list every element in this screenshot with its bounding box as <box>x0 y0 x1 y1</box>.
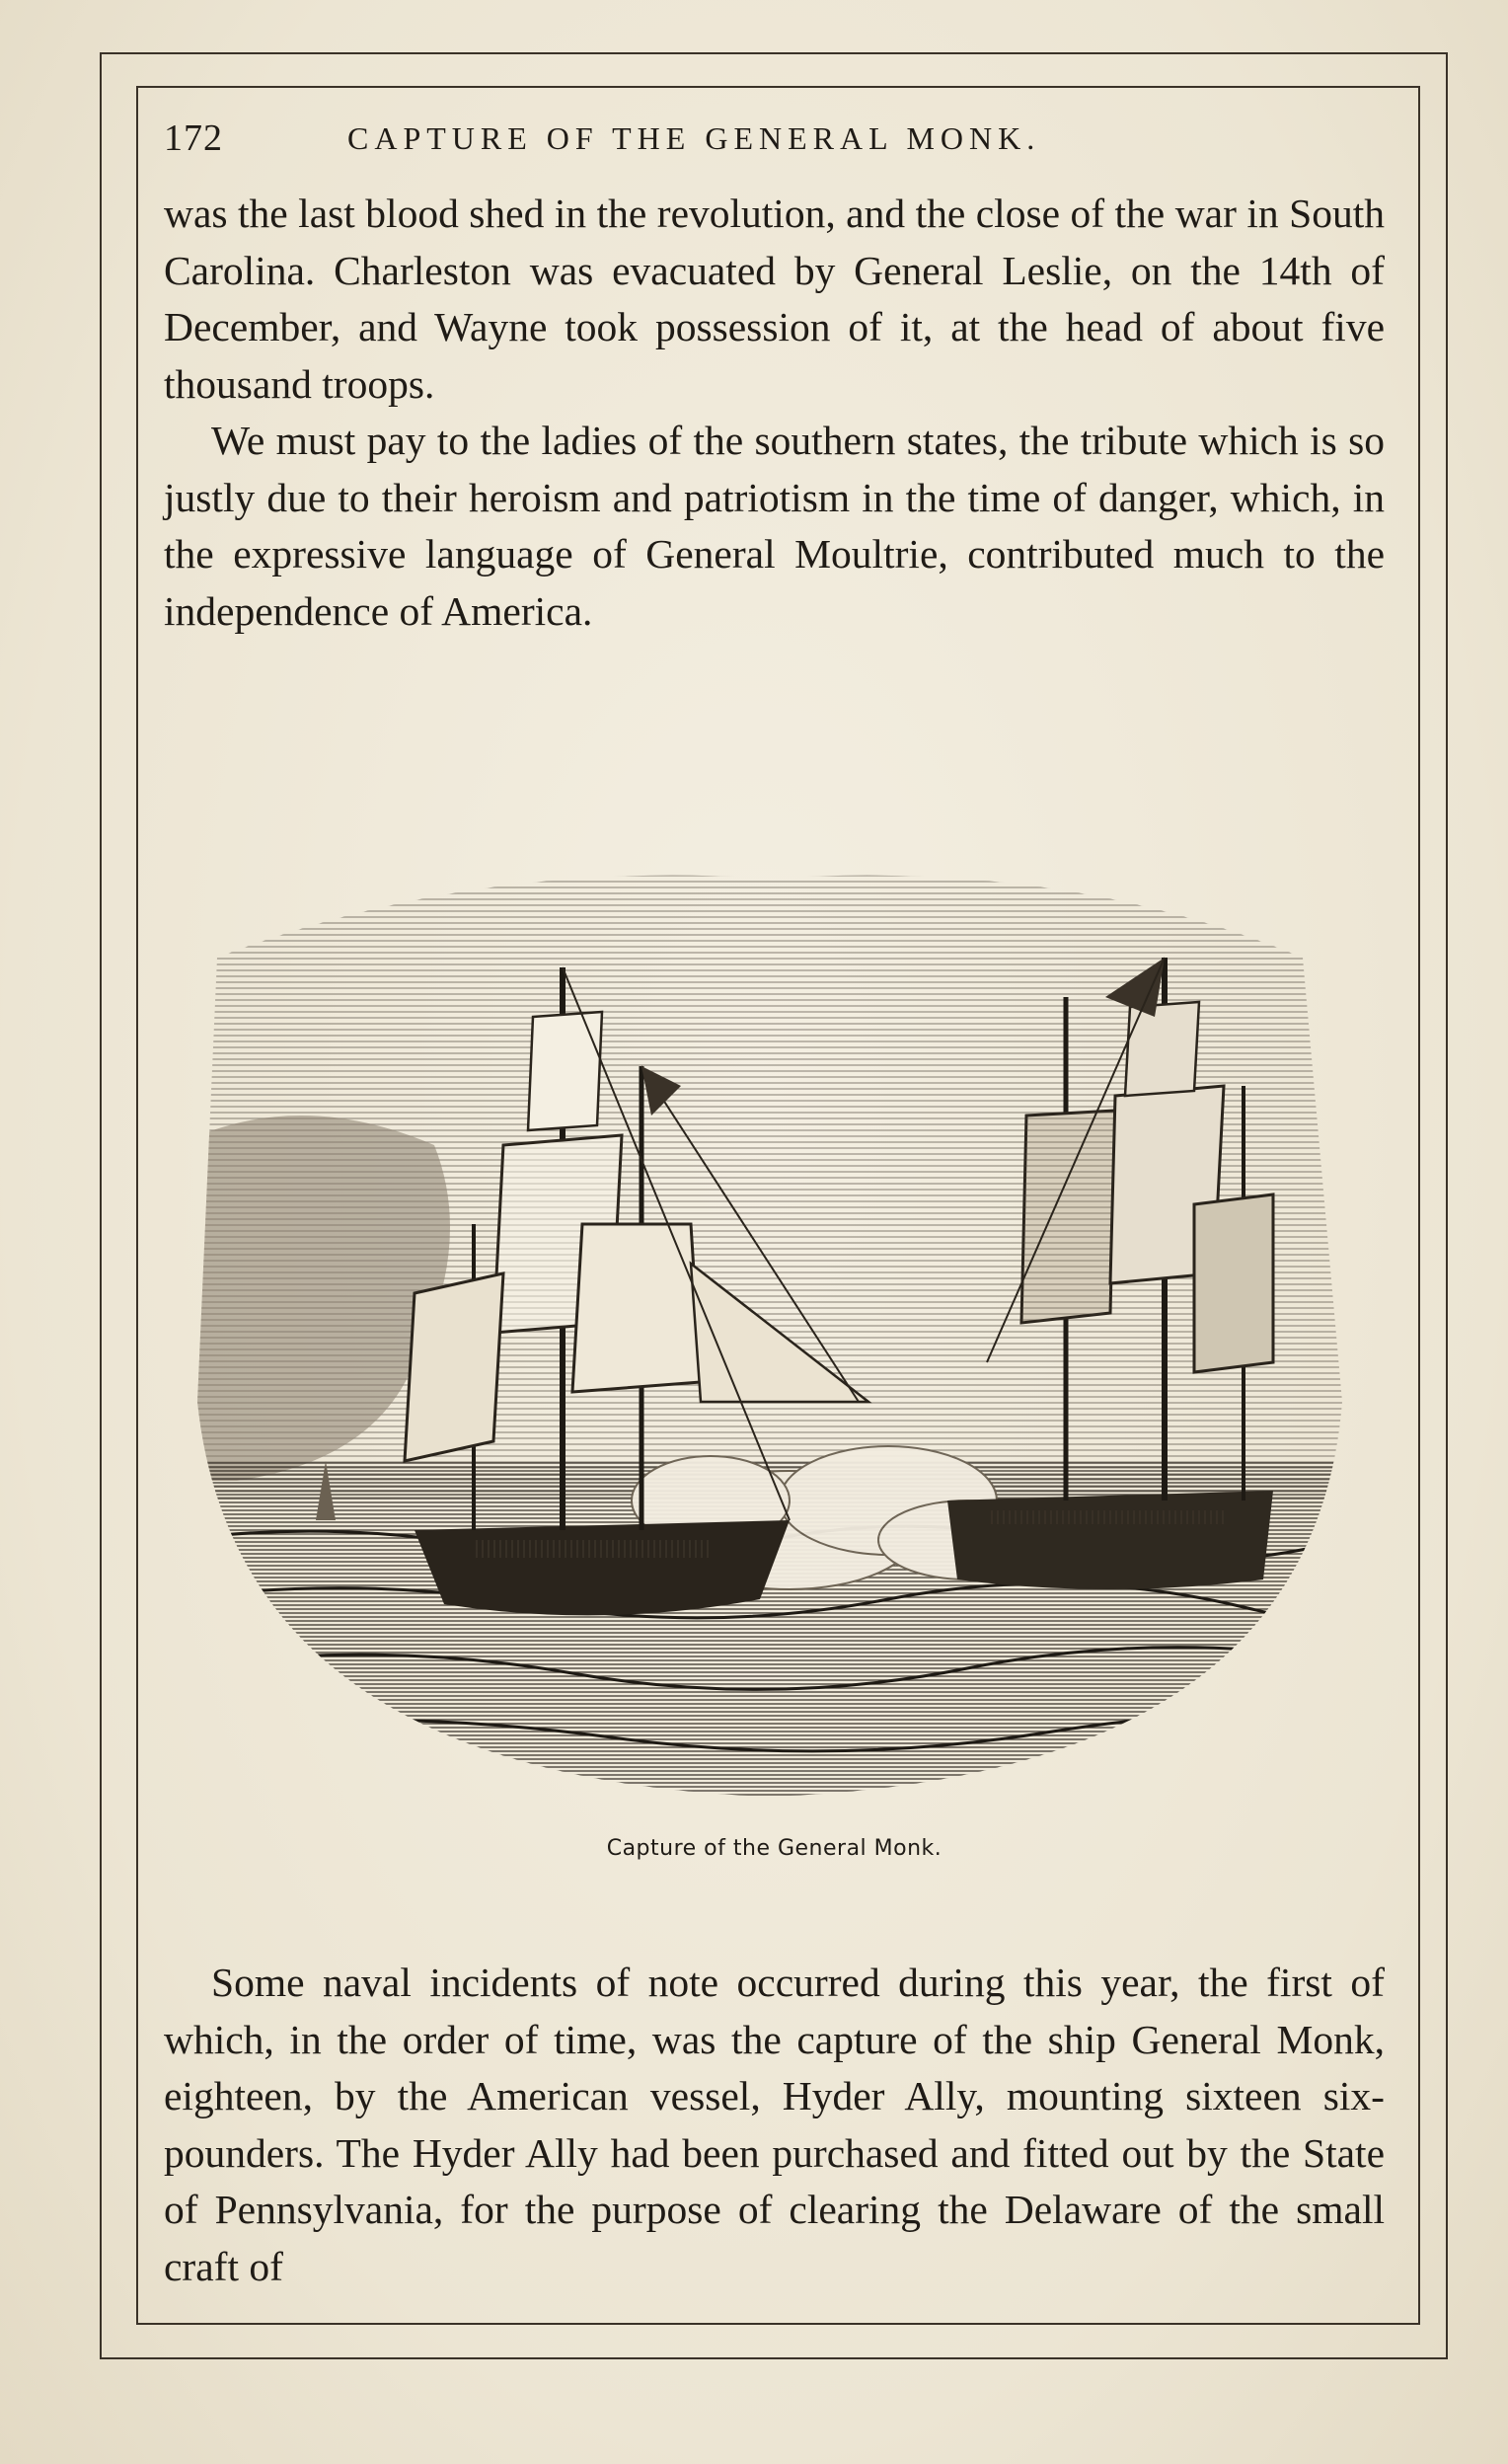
running-header <box>164 116 1388 166</box>
figure-caption: Capture of the General Monk. <box>606 1836 942 1861</box>
running-title: CAPTURE OF THE GENERAL MONK. <box>347 120 1041 156</box>
paragraph-ladies-tribute: We must pay to the ladies of the southern states, the tribute which is so justly due to their heroism and patriotism in the time of danger, which, in the expressive language of General Moultrie, contributed much to the independence of America. <box>164 418 1385 634</box>
paragraph-naval-incidents: Some naval incidents of note occurred during this year, the first of which, in the order of time, was the capture of the ship General Monk, eighteen, by the American vessel, Hyder Ally, mounting sixteen six-pounders. The Hyder Ally had been purchased and fitted out by the State of Pennsylvania, for the purpose of clearing the Delaware of the small craft of <box>164 1960 1385 2289</box>
body-text-bottom <box>164 1955 1385 2295</box>
page-number: 172 <box>164 117 223 159</box>
engraving-naval-battle <box>178 849 1362 1807</box>
body-text-top <box>164 186 1385 640</box>
paragraph-continuation: was the last blood shed in the revolution, and the close of the war in South Carolina. Charleston was evacuated by General Leslie, on the 14th of December, and Wayne took possession of it, at the head of about five thousand troops. <box>164 191 1385 407</box>
